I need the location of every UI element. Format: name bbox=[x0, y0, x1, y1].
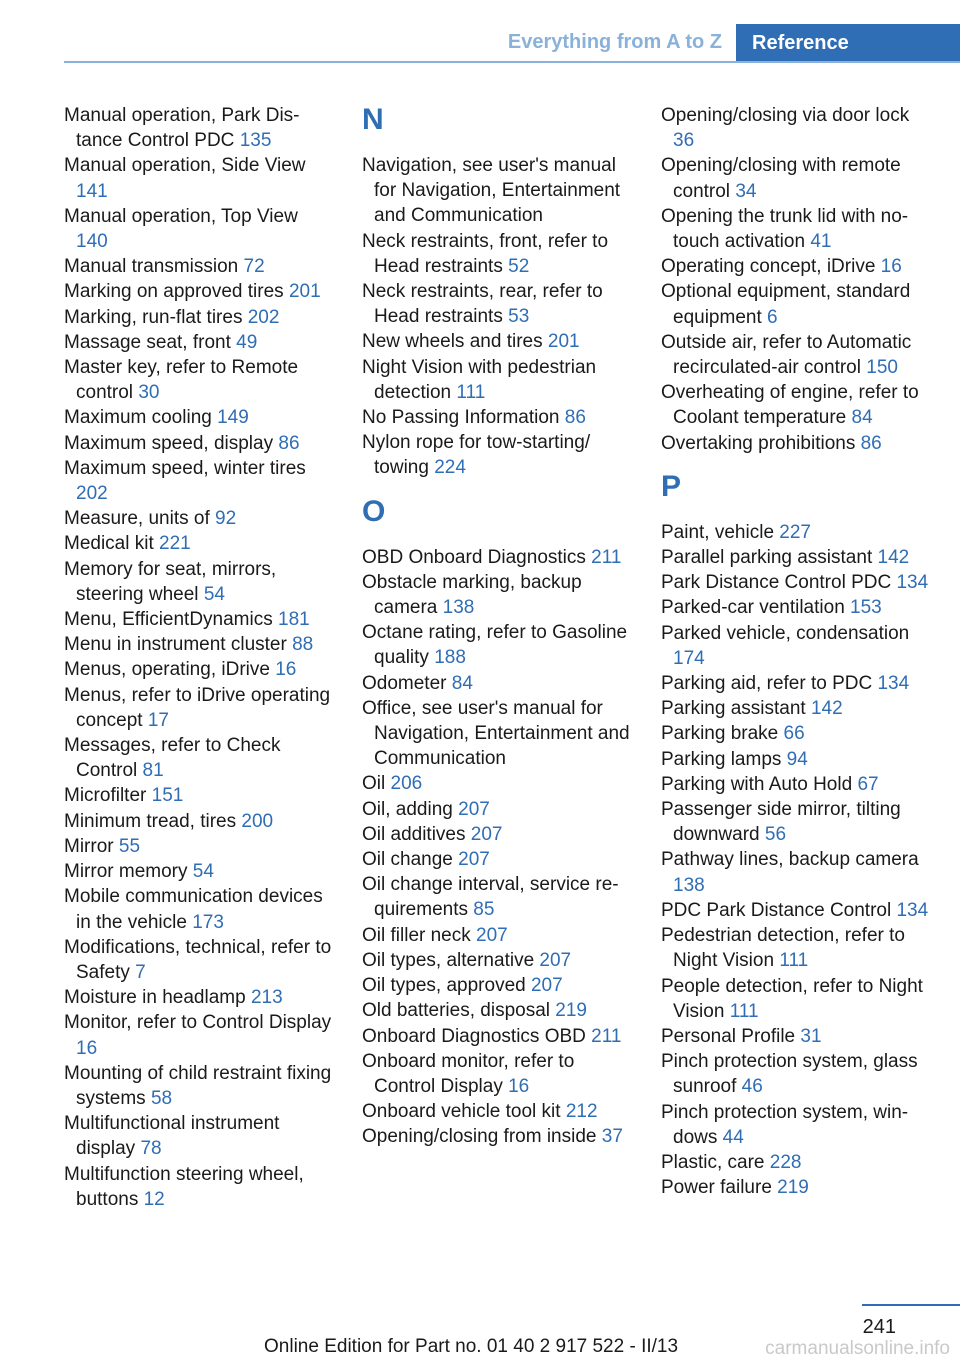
index-entry bbox=[362, 998, 632, 1023]
index-page-link[interactable]: 134 bbox=[896, 899, 929, 921]
index-entry-text: Pinch protection system, glass sunroof bbox=[661, 1051, 918, 1098]
index-entry-text: Mounting of child restraint fixing systems bbox=[64, 1062, 332, 1109]
index-entry-text: Odometer bbox=[362, 672, 447, 694]
index-page-link[interactable]: 173 bbox=[192, 911, 224, 933]
index-page-link[interactable]: 31 bbox=[800, 1025, 822, 1047]
index-entry bbox=[64, 456, 334, 506]
index-entry bbox=[64, 834, 334, 859]
index-page-link[interactable]: 141 bbox=[76, 180, 108, 202]
index-page-link[interactable]: 44 bbox=[722, 1126, 744, 1148]
index-entry-text: Pathway lines, backup camera bbox=[661, 849, 919, 871]
index-page-link[interactable]: 228 bbox=[769, 1151, 802, 1173]
index-entry bbox=[362, 1024, 632, 1049]
index-page-link[interactable]: 53 bbox=[508, 306, 530, 328]
index-entry bbox=[362, 973, 632, 998]
index-entry-text: Paint, vehicle bbox=[661, 521, 775, 543]
index-entry-text: Personal Profile bbox=[661, 1025, 796, 1047]
index-entry-text: Parking brake bbox=[661, 723, 779, 745]
index-page-link[interactable]: 207 bbox=[539, 949, 572, 971]
index-entry bbox=[661, 595, 931, 620]
index-page-link[interactable]: 211 bbox=[591, 1025, 622, 1047]
index-entry bbox=[661, 1049, 931, 1099]
index-entry bbox=[661, 621, 931, 671]
index-entry bbox=[64, 1111, 334, 1161]
index-entry bbox=[64, 305, 334, 330]
index-page-link[interactable]: 153 bbox=[850, 597, 882, 619]
index-entry-text: Marking, run-flat tires bbox=[64, 306, 243, 328]
index-entry-text: Microfilter bbox=[64, 785, 147, 807]
index-entry-text: Minimum tread, tires bbox=[64, 810, 237, 832]
index-entry bbox=[64, 204, 334, 254]
index-letter-heading: N bbox=[362, 103, 384, 136]
index-page-link[interactable]: 30 bbox=[138, 382, 160, 404]
index-entry-text: Opening/closing with remote control bbox=[661, 155, 901, 202]
index-page-link[interactable]: 16 bbox=[275, 659, 297, 681]
index-entry bbox=[362, 847, 632, 872]
index-entry-text: Menu, EfficientDynamics bbox=[64, 609, 273, 631]
index-entry bbox=[64, 935, 334, 985]
index-page-link[interactable]: 34 bbox=[735, 180, 757, 202]
index-entry-text: Parking with Auto Hold bbox=[661, 773, 853, 795]
index-entry-text: Park Distance Control PDC bbox=[661, 572, 892, 594]
section-spacer bbox=[362, 481, 632, 495]
header-tab-reference: Reference bbox=[736, 24, 960, 62]
index-page-link[interactable]: 58 bbox=[150, 1087, 173, 1109]
index-page-link[interactable]: 140 bbox=[76, 231, 108, 253]
index-page-link[interactable]: 213 bbox=[250, 987, 283, 1009]
index-entry-text: Manual operation, Top View bbox=[64, 205, 298, 227]
index-page-link[interactable]: 72 bbox=[243, 256, 265, 278]
index-entry bbox=[64, 254, 334, 279]
index-page-link[interactable]: 207 bbox=[530, 975, 563, 997]
index-entry-text: Power failure bbox=[661, 1177, 772, 1199]
index-entry-text: Oil change bbox=[362, 849, 453, 871]
index-entry bbox=[661, 1175, 931, 1200]
index-entry bbox=[362, 153, 632, 229]
index-page-link[interactable]: 149 bbox=[217, 407, 249, 429]
index-entry bbox=[362, 771, 632, 796]
index-entry-text: Memory for seat, mirrors, steering wheel bbox=[64, 558, 277, 605]
index-page-link[interactable]: 138 bbox=[673, 874, 705, 896]
index-entry-text: Mirror memory bbox=[64, 861, 188, 883]
index-entry-text: Overheating of engine, refer to Coolant temperature bbox=[661, 382, 919, 429]
index-entry bbox=[64, 657, 334, 682]
index-entry bbox=[362, 1099, 632, 1124]
index-entry-text: Menus, operating, iDrive bbox=[64, 659, 270, 681]
index-entry bbox=[661, 747, 931, 772]
index-page-link[interactable]: 86 bbox=[860, 432, 882, 454]
index-entry bbox=[362, 405, 632, 430]
index-entry-text: Parking assistant bbox=[661, 698, 806, 720]
index-entry-text: Manual transmission bbox=[64, 256, 239, 278]
index-entry-text: Multifunctional instrument display bbox=[64, 1113, 280, 1160]
index-column-3 bbox=[661, 103, 931, 1200]
index-entry-text: New wheels and tires bbox=[362, 331, 543, 353]
index-entry bbox=[64, 355, 334, 405]
index-entry-text: Opening/closing from inside bbox=[362, 1126, 597, 1148]
index-entry bbox=[64, 859, 334, 884]
index-entry bbox=[64, 985, 334, 1010]
index-page-link[interactable]: 55 bbox=[118, 835, 141, 857]
index-page-link[interactable]: 49 bbox=[236, 331, 258, 353]
index-entry-text: Old batteries, disposal bbox=[362, 1000, 550, 1022]
index-entry bbox=[362, 430, 632, 480]
index-entry bbox=[362, 279, 632, 329]
index-entry-text: Operating concept, iDrive bbox=[661, 256, 876, 278]
index-entry-text: Manual operation, Side View bbox=[64, 155, 306, 177]
index-page-link[interactable]: 207 bbox=[470, 823, 503, 845]
index-entry-text: Passenger side mirror, tilting downward bbox=[661, 799, 901, 846]
index-entry bbox=[362, 923, 632, 948]
index-page-link[interactable]: 135 bbox=[239, 130, 272, 152]
index-entry bbox=[362, 545, 632, 570]
index-entry bbox=[64, 1010, 334, 1060]
index-page-link[interactable]: 46 bbox=[741, 1076, 763, 1098]
index-page-link[interactable]: 12 bbox=[143, 1188, 165, 1210]
index-entry bbox=[64, 683, 334, 733]
index-entry bbox=[64, 607, 334, 632]
index-page-link[interactable]: 202 bbox=[76, 483, 108, 505]
footer-divider bbox=[862, 1304, 960, 1306]
index-entry-text: Neck restraints, front, refer to Head restraints bbox=[362, 230, 609, 277]
index-entry bbox=[661, 1024, 931, 1049]
index-entry-text: OBD Onboard Diagnostics bbox=[362, 546, 586, 568]
index-entry bbox=[64, 1061, 334, 1111]
index-page-link[interactable]: 7 bbox=[135, 961, 146, 983]
index-page-link[interactable]: 201 bbox=[547, 331, 580, 353]
index-page-link[interactable]: 211 bbox=[591, 546, 622, 568]
index-page-link[interactable]: 174 bbox=[673, 647, 705, 669]
index-entry-text: Mirror bbox=[64, 835, 114, 857]
index-entry bbox=[661, 380, 931, 430]
index-entry-text: Parked-car ventilation bbox=[661, 597, 845, 619]
index-entry-text: Maximum speed, display bbox=[64, 432, 274, 454]
index-entry-text: Measure, units of bbox=[64, 508, 210, 530]
index-entry bbox=[64, 632, 334, 657]
index-entry bbox=[661, 153, 931, 203]
index-entry bbox=[64, 103, 334, 153]
index-page-link[interactable]: 16 bbox=[76, 1037, 98, 1059]
index-letter-heading: O bbox=[362, 494, 386, 528]
index-entry bbox=[661, 1150, 931, 1175]
index-page-link[interactable]: 201 bbox=[288, 281, 321, 303]
index-page-link[interactable]: 138 bbox=[442, 597, 475, 619]
index-page-link[interactable]: 81 bbox=[142, 760, 164, 782]
index-entry-text: Menu in instrument cluster bbox=[64, 634, 287, 656]
index-entry bbox=[64, 431, 334, 456]
index-page-link[interactable]: 181 bbox=[278, 609, 310, 631]
index-entry-text: Oil types, alternative bbox=[362, 949, 535, 971]
index-page-link[interactable]: 111 bbox=[456, 381, 486, 403]
index-page-link[interactable]: 219 bbox=[777, 1177, 809, 1199]
index-page-link[interactable]: 67 bbox=[857, 773, 879, 795]
index-entry-text: Marking on approved tires bbox=[64, 281, 284, 303]
index-entry-text: Parking lamps bbox=[661, 748, 782, 770]
index-entry bbox=[661, 431, 931, 456]
index-page-link[interactable]: 54 bbox=[203, 583, 225, 605]
index-page-link[interactable]: 227 bbox=[779, 521, 811, 543]
index-entry bbox=[64, 557, 334, 607]
index-entry bbox=[661, 797, 931, 847]
index-page-link[interactable]: 86 bbox=[564, 407, 586, 429]
index-entry bbox=[661, 545, 931, 570]
index-page-link[interactable]: 54 bbox=[192, 861, 214, 883]
index-entry bbox=[64, 1162, 334, 1212]
index-entry bbox=[661, 570, 931, 595]
index-entry bbox=[64, 531, 334, 556]
index-page-link[interactable]: 41 bbox=[810, 231, 832, 253]
index-entry bbox=[64, 153, 334, 203]
index-entry bbox=[661, 923, 931, 973]
index-entry-text: People detection, refer to Night Vision bbox=[661, 975, 923, 1022]
index-entry-text: Master key, refer to Remote control bbox=[64, 357, 299, 404]
index-entry bbox=[362, 822, 632, 847]
index-page-link[interactable]: 142 bbox=[877, 547, 910, 569]
index-entry bbox=[661, 898, 931, 923]
index-entry-text: Overtaking prohibitions bbox=[661, 432, 856, 454]
index-entry bbox=[362, 329, 632, 354]
index-entry-text: Obstacle marking, backup camera bbox=[362, 571, 582, 619]
index-entry-text: Maximum cooling bbox=[64, 407, 212, 429]
index-entry bbox=[362, 696, 632, 772]
index-entry-text: Modifications, technical, refer to Safety bbox=[64, 936, 332, 983]
index-page-link[interactable]: 188 bbox=[434, 647, 466, 669]
index-page-link[interactable]: 84 bbox=[451, 672, 473, 694]
index-entry-text: Nylon rope for tow-starting/ towing bbox=[362, 432, 591, 479]
index-entry bbox=[362, 570, 632, 620]
index-entry-text: No Passing Information bbox=[362, 407, 560, 429]
page-number: 241 bbox=[862, 1316, 896, 1338]
index-page-link[interactable]: 36 bbox=[673, 130, 695, 152]
index-entry bbox=[661, 279, 931, 329]
header-section-title: Everything from A to Z bbox=[507, 31, 722, 53]
index-entry bbox=[64, 506, 334, 531]
index-entry bbox=[661, 520, 931, 545]
index-page-link[interactable]: 111 bbox=[779, 950, 809, 972]
index-entry-text: Moisture in headlamp bbox=[64, 987, 246, 1009]
index-page-link[interactable]: 94 bbox=[786, 748, 808, 770]
index-entry bbox=[64, 330, 334, 355]
index-entry-text: Optional equipment, standard equipment bbox=[661, 281, 911, 328]
index-page-link[interactable]: 221 bbox=[159, 533, 191, 555]
index-entry bbox=[661, 721, 931, 746]
index-entry-text: Onboard Diagnostics OBD bbox=[362, 1025, 586, 1047]
index-page-link[interactable]: 207 bbox=[476, 924, 508, 946]
index-page-link[interactable]: 200 bbox=[241, 810, 274, 832]
index-entry-text: Parked vehicle, condensation bbox=[661, 622, 910, 644]
index-entry-text: Oil types, approved bbox=[362, 975, 526, 997]
index-page-link[interactable]: 85 bbox=[473, 899, 495, 921]
index-entry bbox=[362, 872, 632, 922]
index-page-link[interactable]: 78 bbox=[140, 1138, 162, 1160]
index-page-link[interactable]: 111 bbox=[729, 1000, 759, 1022]
index-page-link[interactable]: 134 bbox=[896, 572, 929, 594]
index-entry bbox=[661, 974, 931, 1024]
index-entry bbox=[362, 620, 632, 670]
index-page-link[interactable]: 52 bbox=[508, 255, 530, 277]
index-page-link[interactable]: 66 bbox=[783, 723, 805, 745]
section-spacer bbox=[661, 456, 931, 470]
index-entry-text: Pedestrian detection, refer to Night Vision bbox=[661, 925, 905, 972]
index-entry-text: Oil filler neck bbox=[362, 924, 471, 946]
index-entry-text: Manual operation, Park Distance Control PDC bbox=[64, 105, 300, 152]
index-column-2 bbox=[362, 103, 632, 1150]
index-entry-text: Maximum speed, winter tires bbox=[64, 457, 306, 479]
index-page-link[interactable]: 92 bbox=[215, 508, 237, 530]
index-entry-text: Medical kit bbox=[64, 533, 154, 555]
index-entry-text: Octane rating, refer to Gasoline quality bbox=[362, 622, 628, 669]
index-page-link[interactable]: 56 bbox=[764, 824, 787, 846]
index-entry-text: Onboard monitor, refer to Control Display bbox=[362, 1050, 575, 1097]
index-entry-text: PDC Park Distance Control bbox=[661, 899, 892, 921]
index-page-link[interactable]: 207 bbox=[458, 849, 490, 871]
index-entry bbox=[661, 330, 931, 380]
index-entry bbox=[661, 696, 931, 721]
index-entry bbox=[362, 1049, 632, 1099]
index-page-link[interactable]: 212 bbox=[565, 1101, 598, 1123]
index-entry bbox=[362, 948, 632, 973]
index-entry bbox=[661, 204, 931, 254]
index-page-link[interactable]: 150 bbox=[866, 357, 898, 379]
index-entry bbox=[64, 809, 334, 834]
index-entry bbox=[64, 884, 334, 934]
index-entry bbox=[362, 671, 632, 696]
index-page-link[interactable]: 219 bbox=[555, 1000, 587, 1022]
index-page-link[interactable]: 16 bbox=[508, 1075, 530, 1097]
index-page-link[interactable]: 16 bbox=[880, 256, 902, 278]
index-entry-text: Parallel parking assistant bbox=[661, 547, 873, 569]
index-entry-text: Oil additives bbox=[362, 823, 466, 845]
index-entry-text: Outside air, refer to Automatic recirculated-air control bbox=[661, 331, 912, 379]
index-entry-text: Messages, refer to Check Control bbox=[64, 735, 281, 782]
index-page-link[interactable]: 206 bbox=[390, 773, 423, 795]
index-column-1 bbox=[64, 103, 334, 1212]
index-entry bbox=[661, 772, 931, 797]
index-entry bbox=[64, 279, 334, 304]
index-entry bbox=[64, 405, 334, 430]
index-page-link[interactable]: 202 bbox=[247, 306, 280, 328]
header-divider bbox=[64, 61, 960, 63]
index-entry-text: Neck restraints, rear, refer to Head restraints bbox=[362, 281, 603, 328]
index-entry bbox=[362, 229, 632, 279]
index-page-link[interactable]: 86 bbox=[278, 432, 300, 454]
index-entry-text: Multifunction steering wheel, buttons bbox=[64, 1163, 304, 1210]
index-page-link[interactable]: 17 bbox=[147, 709, 169, 731]
index-entry-text: Plastic, care bbox=[661, 1151, 765, 1173]
index-entry-text: Mobile communication devices in the vehicle bbox=[64, 886, 323, 933]
index-entry bbox=[64, 783, 334, 808]
index-entry bbox=[661, 103, 931, 153]
index-page-link[interactable]: 84 bbox=[851, 407, 873, 429]
index-entry-text: Oil bbox=[362, 773, 386, 795]
index-entry-text: Navigation, see user's manual for Navigation, Entertainment and Communication bbox=[362, 155, 621, 227]
edition-text: Online Edition for Part no. 01 40 2 917 522 - II/13 bbox=[264, 1336, 679, 1357]
index-entry-text: Oil, adding bbox=[362, 798, 453, 820]
index-entry-text: Menus, refer to iDrive operating concept bbox=[64, 684, 331, 731]
index-entry bbox=[64, 733, 334, 783]
index-entry-text: Office, see user's manual for Navigation, Entertainment and Communication bbox=[362, 697, 630, 770]
index-page-link[interactable]: 6 bbox=[767, 306, 778, 328]
index-entry-text: Onboard vehicle tool kit bbox=[362, 1101, 561, 1123]
index-entry-text: Opening the trunk lid with no-touch activation bbox=[661, 205, 909, 253]
index-entry bbox=[362, 797, 632, 822]
index-page-link[interactable]: 142 bbox=[810, 698, 843, 720]
index-entry-text: Parking aid, refer to PDC bbox=[661, 673, 873, 695]
index-entry-text: Night Vision with pedestrian detection bbox=[362, 356, 597, 403]
index-letter-heading: P bbox=[661, 469, 682, 503]
index-entry bbox=[661, 847, 931, 897]
index-entry-text: Oil change interval, service requirements bbox=[362, 874, 619, 921]
watermark: carmanualsonline.info bbox=[765, 1338, 950, 1359]
index-page-link[interactable]: 151 bbox=[151, 785, 184, 807]
index-page-link[interactable]: 224 bbox=[434, 457, 466, 479]
index-page-link[interactable]: 134 bbox=[877, 673, 910, 695]
index-page-link[interactable]: 88 bbox=[292, 634, 314, 656]
index-page-link[interactable]: 207 bbox=[458, 798, 490, 820]
index-entry bbox=[661, 254, 931, 279]
index-entry-text: Monitor, refer to Control Display bbox=[64, 1012, 332, 1034]
index-entry-text: Pinch protection system, windows bbox=[661, 1101, 909, 1148]
page-header bbox=[0, 0, 960, 62]
index-entry bbox=[362, 1124, 632, 1149]
index-entry bbox=[661, 1100, 931, 1150]
index-entry bbox=[362, 355, 632, 405]
index-entry bbox=[661, 671, 931, 696]
index-entry-text: Massage seat, front bbox=[64, 331, 231, 353]
index-page-link[interactable]: 37 bbox=[601, 1126, 623, 1148]
index-entry-text: Opening/closing via door lock bbox=[661, 105, 910, 126]
